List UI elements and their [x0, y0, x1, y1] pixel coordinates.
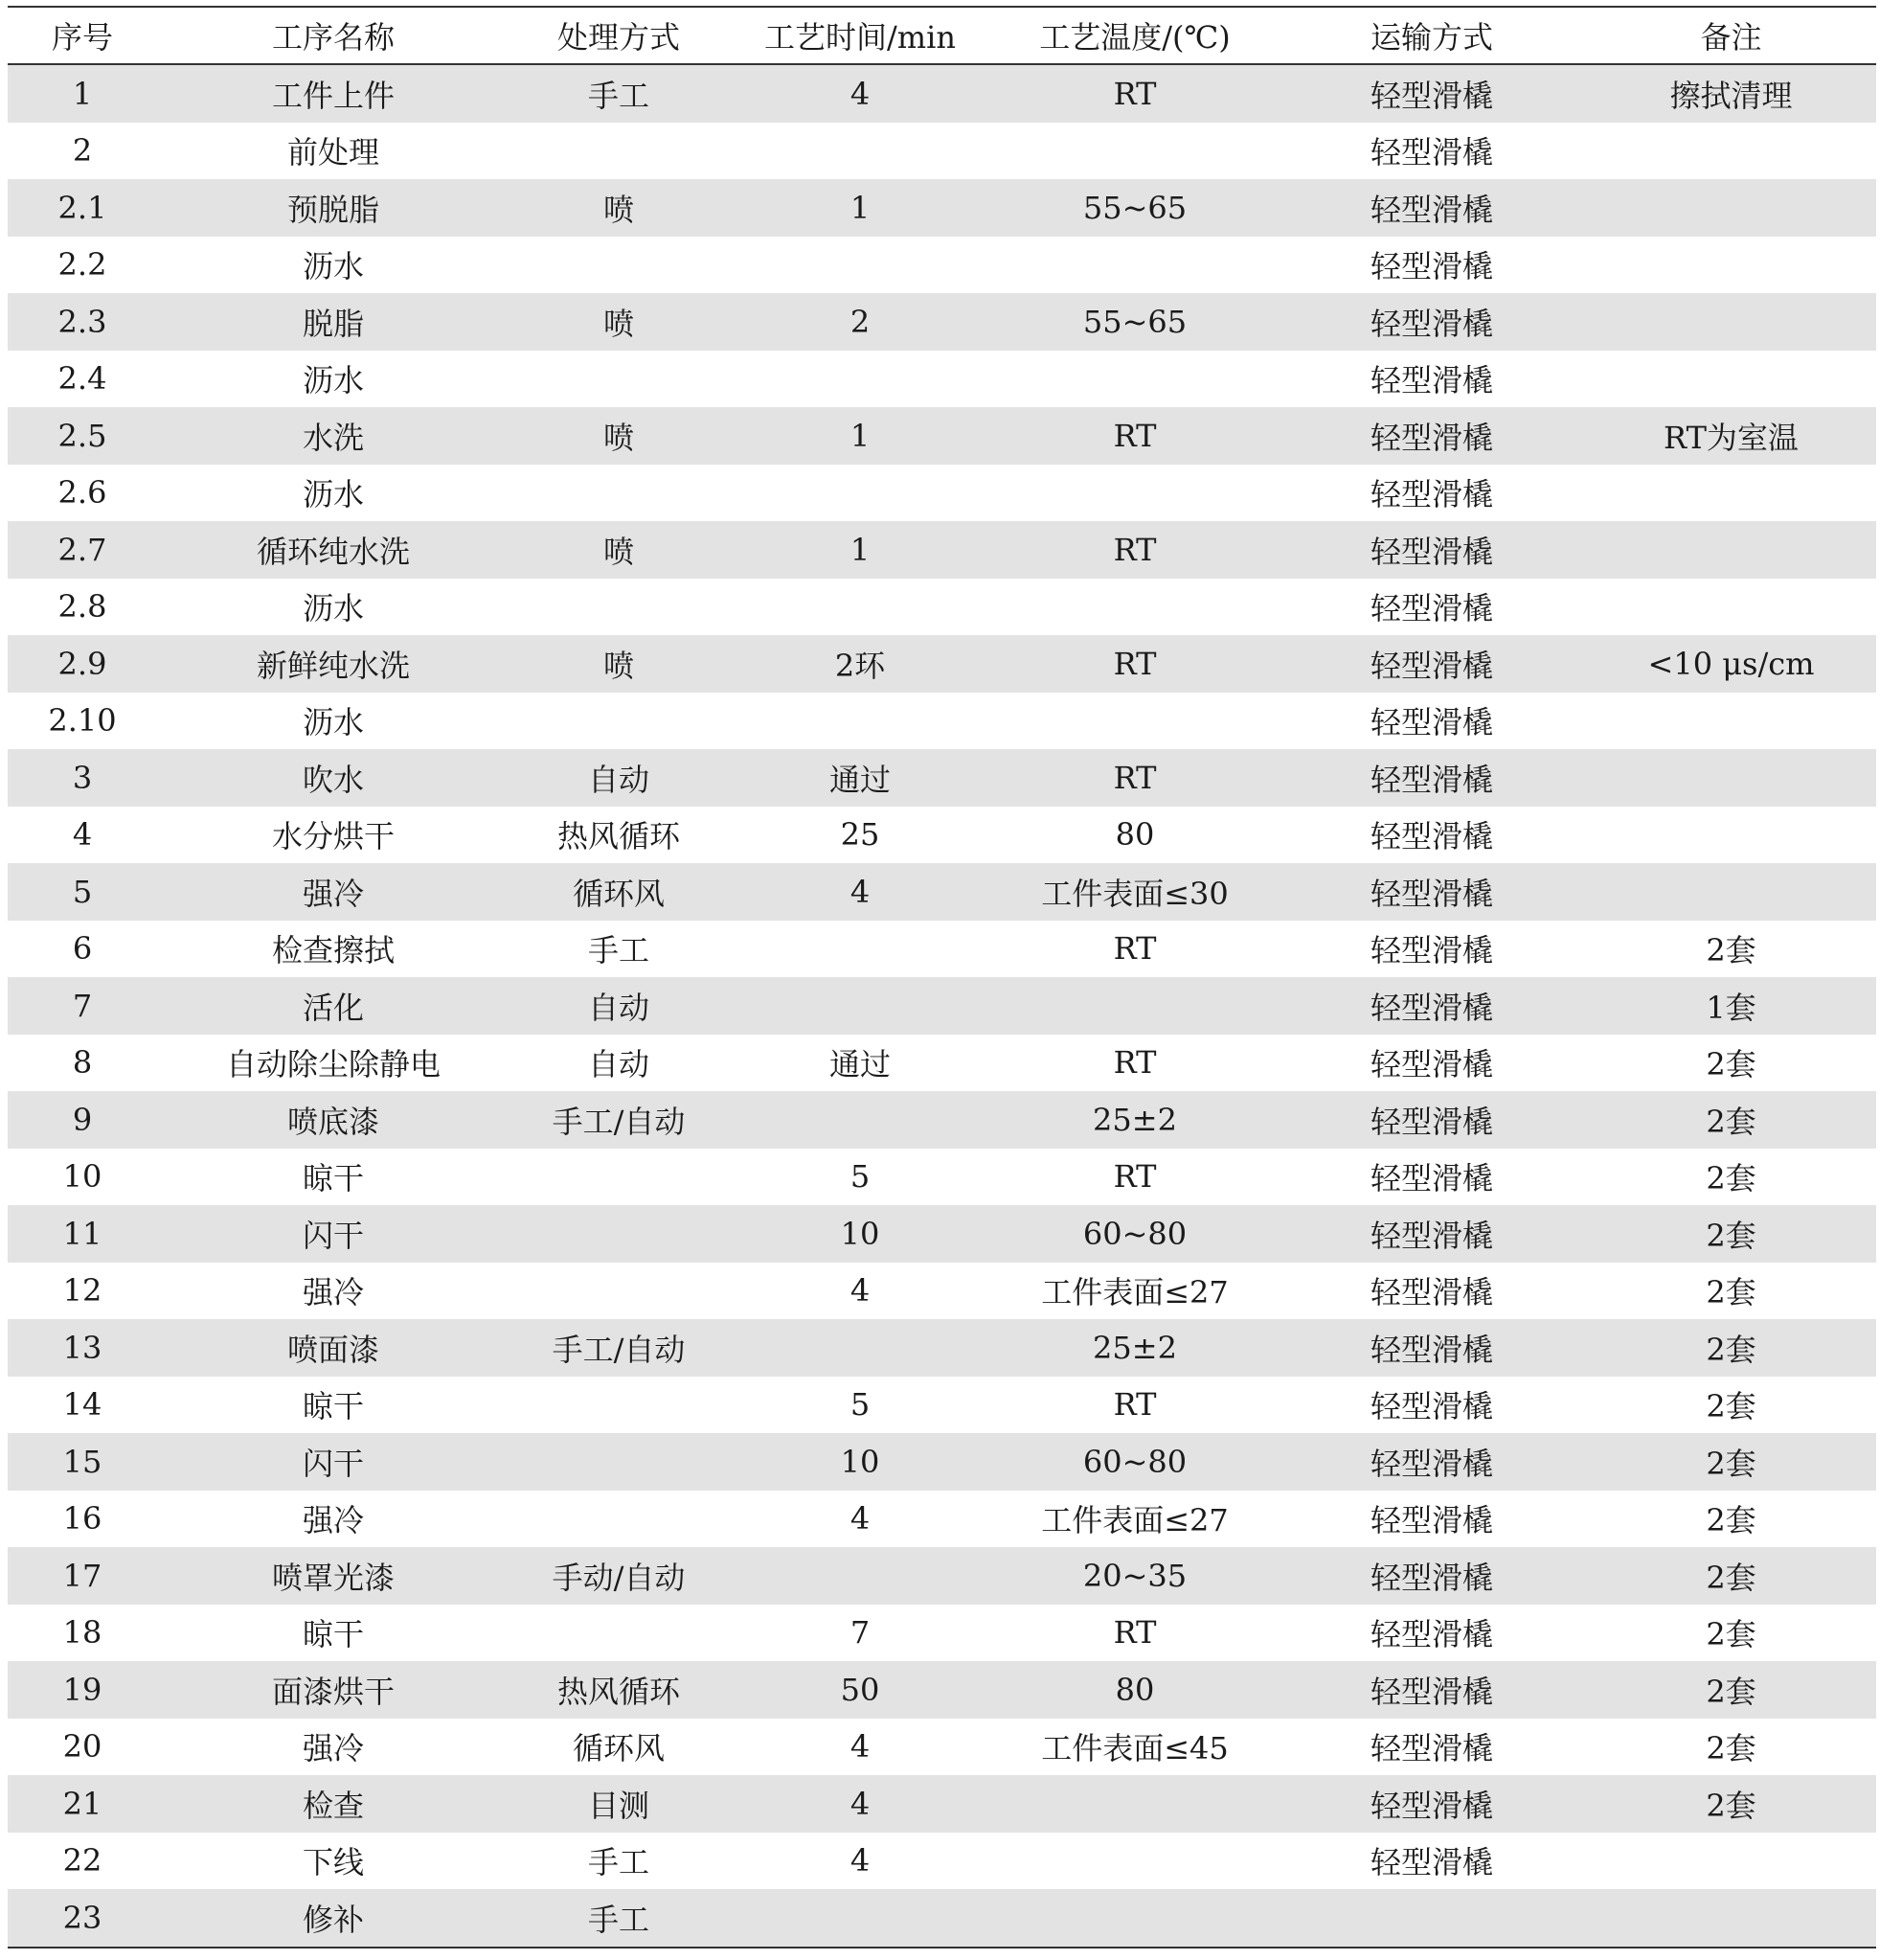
remarks-cell: 2套	[1586, 1319, 1876, 1377]
table-row	[8, 807, 1876, 864]
seq-cell: 20	[62, 1728, 102, 1766]
seq-cell: 2.5	[8, 407, 157, 465]
process-name-cell: 晾干	[302, 1616, 364, 1653]
method-cell	[510, 693, 728, 750]
seq-cell: 22	[62, 1842, 102, 1880]
seq-cell: 2.1	[8, 179, 157, 237]
temperature-cell	[992, 1775, 1278, 1833]
transport-cell: 轻型滑橇	[1278, 179, 1586, 237]
transport-cell: 轻型滑橇	[1370, 704, 1493, 741]
remarks-cell: 2套	[1586, 1091, 1876, 1149]
transport-cell: 轻型滑橇	[1370, 1388, 1493, 1425]
process-table	[8, 6, 1876, 1949]
table-row	[8, 64, 1876, 123]
temperature-cell: 80	[1115, 816, 1155, 854]
table-row	[8, 1491, 1876, 1548]
table-row	[8, 1263, 1876, 1320]
table-row	[8, 1205, 1876, 1263]
process-name-cell: 沥水	[302, 362, 364, 399]
process-name-cell: 吹水	[157, 749, 510, 807]
remarks-cell	[1586, 863, 1876, 921]
remarks-cell: 2套	[1706, 1730, 1756, 1767]
process-name-cell: 前处理	[286, 134, 379, 171]
transport-cell: 轻型滑橇	[1370, 248, 1493, 285]
table-row	[8, 977, 1876, 1035]
seq-cell: 11	[8, 1205, 157, 1263]
transport-cell: 轻型滑橇	[1370, 818, 1493, 855]
process-name-cell: 修补	[157, 1889, 510, 1948]
time-cell	[728, 977, 992, 1035]
seq-cell: 12	[62, 1272, 102, 1310]
remarks-cell	[1586, 351, 1876, 408]
transport-cell: 轻型滑橇	[1370, 476, 1493, 513]
table-row	[8, 863, 1876, 921]
seq-cell: 1	[8, 64, 157, 123]
table-row	[8, 1605, 1876, 1662]
seq-cell: 14	[62, 1386, 102, 1424]
transport-cell: 轻型滑橇	[1278, 1775, 1586, 1833]
table-row	[8, 1377, 1876, 1434]
process-name-cell: 新鲜纯水洗	[157, 635, 510, 693]
table-row	[8, 407, 1876, 465]
transport-cell: 轻型滑橇	[1370, 1502, 1493, 1539]
time-cell	[728, 351, 992, 408]
temperature-cell	[992, 977, 1278, 1035]
temperature-cell: 60~80	[992, 1205, 1278, 1263]
remarks-cell	[1586, 123, 1876, 180]
seq-cell: 23	[8, 1889, 157, 1948]
seq-cell: 18	[62, 1614, 102, 1652]
temperature-cell: RT	[1113, 1044, 1157, 1082]
temperature-cell: 工件表面≤27	[1041, 1502, 1229, 1539]
time-cell: 2环	[728, 635, 992, 693]
method-cell: 喷	[510, 407, 728, 465]
time-cell	[728, 1547, 992, 1605]
table-row	[8, 1149, 1876, 1206]
table-row	[8, 693, 1876, 750]
transport-cell	[1278, 1889, 1586, 1948]
table-row	[8, 1661, 1876, 1719]
transport-cell: 轻型滑橇	[1370, 1046, 1493, 1083]
table-row	[8, 749, 1876, 807]
remarks-cell	[1586, 465, 1876, 522]
process-name-cell: 闪干	[157, 1433, 510, 1491]
method-cell: 喷	[510, 293, 728, 351]
remarks-cell: 2套	[1586, 1661, 1876, 1719]
seq-cell: 9	[8, 1091, 157, 1149]
remarks-cell: 2套	[1706, 1616, 1756, 1653]
transport-cell: 轻型滑橇	[1370, 134, 1493, 171]
temperature-cell	[992, 123, 1278, 180]
seq-cell: 15	[8, 1433, 157, 1491]
seq-cell: 3	[8, 749, 157, 807]
transport-cell: 轻型滑橇	[1278, 1205, 1586, 1263]
time-cell: 通过	[828, 1046, 891, 1083]
time-cell: 4	[849, 1728, 871, 1766]
method-cell	[510, 1205, 728, 1263]
process-name-cell: 水洗	[157, 407, 510, 465]
remarks-cell: 2套	[1706, 1274, 1756, 1311]
method-cell: 手工/自动	[510, 1091, 728, 1149]
process-name-cell: 强冷	[302, 1274, 364, 1311]
process-table-container	[8, 6, 1876, 1949]
method-cell	[510, 351, 728, 408]
seq-cell: 2.4	[57, 360, 107, 398]
method-cell: 手工	[587, 932, 649, 969]
time-cell	[728, 237, 992, 294]
temperature-cell: RT	[1113, 1386, 1157, 1424]
process-name-cell: 晾干	[302, 1160, 364, 1197]
method-cell: 手动/自动	[510, 1547, 728, 1605]
process-name-cell: 喷罩光漆	[157, 1547, 510, 1605]
table-row	[8, 635, 1876, 693]
temperature-cell	[992, 1889, 1278, 1948]
process-name-cell: 沥水	[302, 704, 364, 741]
time-cell: 5	[849, 1386, 871, 1424]
transport-cell: 轻型滑橇	[1278, 977, 1586, 1035]
remarks-cell: 2套	[1706, 1160, 1756, 1197]
time-cell: 1	[728, 521, 992, 579]
process-name-cell: 晾干	[302, 1388, 364, 1425]
method-cell	[510, 1149, 728, 1206]
table-row	[8, 179, 1876, 237]
method-cell: 手工	[510, 1889, 728, 1948]
method-cell: 喷	[510, 635, 728, 693]
temperature-cell	[992, 465, 1278, 522]
time-cell: 10	[728, 1433, 992, 1491]
process-name-cell: 强冷	[302, 1730, 364, 1767]
transport-cell: 轻型滑橇	[1370, 1160, 1493, 1197]
transport-cell: 轻型滑橇	[1370, 1730, 1493, 1767]
temperature-cell: RT	[992, 407, 1278, 465]
time-cell	[728, 465, 992, 522]
temperature-cell: RT	[1113, 930, 1157, 968]
seq-cell: 5	[8, 863, 157, 921]
seq-cell: 2.2	[57, 246, 107, 284]
time-cell: 5	[849, 1158, 871, 1196]
method-cell: 喷	[510, 179, 728, 237]
remarks-cell	[1586, 1889, 1876, 1948]
method-cell: 循环风	[510, 863, 728, 921]
remarks-cell: 2套	[1586, 1547, 1876, 1605]
method-cell: 手工	[510, 64, 728, 123]
temperature-cell: 工件表面≤27	[1041, 1274, 1229, 1311]
remarks-cell: 2套	[1586, 1433, 1876, 1491]
method-cell	[510, 465, 728, 522]
seq-cell: 2.10	[48, 702, 117, 740]
temperature-cell: RT	[992, 64, 1278, 123]
table-row	[8, 1889, 1876, 1948]
seq-cell: 8	[72, 1044, 93, 1082]
seq-cell: 2.3	[8, 293, 157, 351]
process-name-cell: 面漆烘干	[157, 1661, 510, 1719]
method-cell: 热风循环	[556, 818, 680, 855]
remarks-cell: 2套	[1706, 1046, 1756, 1083]
transport-cell: 轻型滑橇	[1278, 1661, 1586, 1719]
seq-cell: 7	[8, 977, 157, 1035]
method-cell: 目测	[510, 1775, 728, 1833]
time-cell	[728, 579, 992, 636]
method-cell	[510, 1491, 728, 1548]
transport-cell: 轻型滑橇	[1370, 932, 1493, 969]
transport-cell: 轻型滑橇	[1370, 590, 1493, 627]
table-row	[8, 351, 1876, 408]
method-cell: 手工/自动	[510, 1319, 728, 1377]
temperature-cell: 55~65	[992, 293, 1278, 351]
method-cell	[510, 579, 728, 636]
method-cell	[510, 1605, 728, 1662]
header-seq: 序号	[8, 7, 157, 64]
time-cell: 10	[728, 1205, 992, 1263]
table-row	[8, 1433, 1876, 1491]
time-cell: 4	[728, 64, 992, 123]
transport-cell: 轻型滑橇	[1370, 362, 1493, 399]
remarks-cell	[1586, 807, 1876, 864]
method-cell	[510, 237, 728, 294]
time-cell: 4	[728, 1775, 992, 1833]
seq-cell: 2.7	[8, 521, 157, 579]
remarks-cell: 2套	[1706, 1502, 1756, 1539]
process-name-cell: 循环纯水洗	[157, 521, 510, 579]
seq-cell: 13	[8, 1319, 157, 1377]
transport-cell: 轻型滑橇	[1278, 1433, 1586, 1491]
table-row	[8, 1035, 1876, 1092]
temperature-cell	[992, 693, 1278, 750]
table-row	[8, 293, 1876, 351]
time-cell	[728, 1091, 992, 1149]
process-name-cell: 闪干	[157, 1205, 510, 1263]
temperature-cell: RT	[992, 749, 1278, 807]
method-cell	[510, 1377, 728, 1434]
transport-cell: 轻型滑橇	[1278, 64, 1586, 123]
seq-cell: 2	[72, 132, 93, 170]
table-row	[8, 123, 1876, 180]
time-cell: 1	[728, 407, 992, 465]
remarks-cell: 2套	[1586, 1205, 1876, 1263]
remarks-cell	[1586, 693, 1876, 750]
process-name-cell: 工件上件	[157, 64, 510, 123]
transport-cell: 轻型滑橇	[1278, 521, 1586, 579]
temperature-cell	[992, 351, 1278, 408]
time-cell: 4	[728, 863, 992, 921]
table-row	[8, 1547, 1876, 1605]
table-row	[8, 521, 1876, 579]
time-cell: 50	[728, 1661, 992, 1719]
header-transport: 运输方式	[1278, 7, 1586, 64]
method-cell: 自动	[587, 1046, 649, 1083]
temperature-cell: 55~65	[992, 179, 1278, 237]
process-name-cell: 下线	[302, 1844, 364, 1881]
process-name-cell: 沥水	[302, 248, 364, 285]
temperature-cell: 80	[992, 1661, 1278, 1719]
seq-cell: 4	[72, 816, 93, 854]
temperature-cell	[992, 1833, 1278, 1890]
seq-cell: 19	[8, 1661, 157, 1719]
transport-cell: 轻型滑橇	[1278, 749, 1586, 807]
seq-cell: 10	[62, 1158, 102, 1196]
time-cell: 4	[849, 1500, 871, 1538]
header-temperature: 工艺温度/(℃)	[992, 7, 1278, 64]
remarks-cell	[1586, 579, 1876, 636]
header-remarks: 备注	[1586, 7, 1876, 64]
method-cell: 手工	[587, 1844, 649, 1881]
temperature-cell: 工件表面≤45	[1041, 1730, 1229, 1767]
remarks-cell	[1586, 1833, 1876, 1890]
transport-cell: 轻型滑橇	[1278, 635, 1586, 693]
time-cell	[728, 921, 992, 978]
table-row	[8, 1833, 1876, 1890]
table-row	[8, 237, 1876, 294]
time-cell: 2	[728, 293, 992, 351]
temperature-cell: RT	[992, 635, 1278, 693]
seq-cell: 2.9	[8, 635, 157, 693]
remarks-cell: 2套	[1706, 1388, 1756, 1425]
table-row	[8, 1719, 1876, 1776]
method-cell: 自动	[510, 977, 728, 1035]
time-cell: 7	[849, 1614, 871, 1652]
remarks-cell	[1586, 749, 1876, 807]
process-name-cell: 活化	[157, 977, 510, 1035]
remarks-cell	[1586, 521, 1876, 579]
temperature-cell: RT	[992, 521, 1278, 579]
remarks-cell: 1套	[1586, 977, 1876, 1035]
seq-cell: 21	[8, 1775, 157, 1833]
process-name-cell: 喷底漆	[157, 1091, 510, 1149]
remarks-cell: 2套	[1586, 1775, 1876, 1833]
remarks-cell: RT为室温	[1586, 407, 1876, 465]
transport-cell: 轻型滑橇	[1278, 407, 1586, 465]
header-method: 处理方式	[510, 7, 728, 64]
table-row	[8, 921, 1876, 978]
transport-cell: 轻型滑橇	[1278, 1091, 1586, 1149]
time-cell: 25	[840, 816, 880, 854]
transport-cell: 轻型滑橇	[1278, 863, 1586, 921]
process-name-cell: 检查	[157, 1775, 510, 1833]
process-name-cell: 预脱脂	[157, 179, 510, 237]
process-name-cell: 脱脂	[157, 293, 510, 351]
method-cell	[510, 1433, 728, 1491]
time-cell: 4	[849, 1272, 871, 1310]
table-row	[8, 579, 1876, 636]
method-cell: 循环风	[572, 1730, 665, 1767]
process-name-cell: 检查擦拭	[271, 932, 395, 969]
seq-cell: 16	[62, 1500, 102, 1538]
time-cell	[728, 123, 992, 180]
process-name-cell: 沥水	[302, 590, 364, 627]
time-cell: 4	[849, 1842, 871, 1880]
method-cell	[510, 123, 728, 180]
seq-cell: 2.8	[57, 588, 107, 626]
process-name-cell: 喷面漆	[157, 1319, 510, 1377]
remarks-cell: <10 μs/cm	[1586, 635, 1876, 693]
time-cell: 通过	[728, 749, 992, 807]
transport-cell: 轻型滑橇	[1278, 1547, 1586, 1605]
temperature-cell	[992, 579, 1278, 636]
time-cell: 1	[728, 179, 992, 237]
header-time: 工艺时间/min	[728, 7, 992, 64]
process-name-cell: 强冷	[157, 863, 510, 921]
temperature-cell: 60~80	[992, 1433, 1278, 1491]
remarks-cell: 2套	[1706, 932, 1756, 969]
time-cell	[728, 693, 992, 750]
process-name-cell: 沥水	[302, 476, 364, 513]
time-cell	[728, 1319, 992, 1377]
table-body	[8, 64, 1876, 1948]
seq-cell: 6	[72, 930, 93, 968]
remarks-cell: 擦拭清理	[1586, 64, 1876, 123]
header-process-name: 工序名称	[157, 7, 510, 64]
seq-cell: 2.6	[57, 474, 107, 512]
remarks-cell	[1586, 237, 1876, 294]
temperature-cell: RT	[1113, 1614, 1157, 1652]
process-name-cell: 水分烘干	[271, 818, 395, 855]
process-name-cell: 自动除尘除静电	[225, 1046, 441, 1083]
transport-cell: 轻型滑橇	[1370, 1616, 1493, 1653]
process-name-cell: 强冷	[302, 1502, 364, 1539]
transport-cell: 轻型滑橇	[1370, 1844, 1493, 1881]
table-row	[8, 465, 1876, 522]
time-cell	[728, 1889, 992, 1948]
table-row	[8, 1319, 1876, 1377]
temperature-cell: 工件表面≤30	[992, 863, 1278, 921]
method-cell: 自动	[510, 749, 728, 807]
remarks-cell	[1586, 179, 1876, 237]
method-cell	[510, 1263, 728, 1320]
remarks-cell	[1586, 293, 1876, 351]
temperature-cell: 20~35	[992, 1547, 1278, 1605]
method-cell: 热风循环	[510, 1661, 728, 1719]
header-row	[8, 7, 1876, 64]
temperature-cell: 25±2	[992, 1319, 1278, 1377]
transport-cell: 轻型滑橇	[1278, 1319, 1586, 1377]
table-row	[8, 1775, 1876, 1833]
seq-cell: 17	[8, 1547, 157, 1605]
temperature-cell: 25±2	[992, 1091, 1278, 1149]
temperature-cell: RT	[1113, 1158, 1157, 1196]
transport-cell: 轻型滑橇	[1278, 293, 1586, 351]
transport-cell: 轻型滑橇	[1370, 1274, 1493, 1311]
method-cell: 喷	[510, 521, 728, 579]
table-row	[8, 1091, 1876, 1149]
temperature-cell	[992, 237, 1278, 294]
